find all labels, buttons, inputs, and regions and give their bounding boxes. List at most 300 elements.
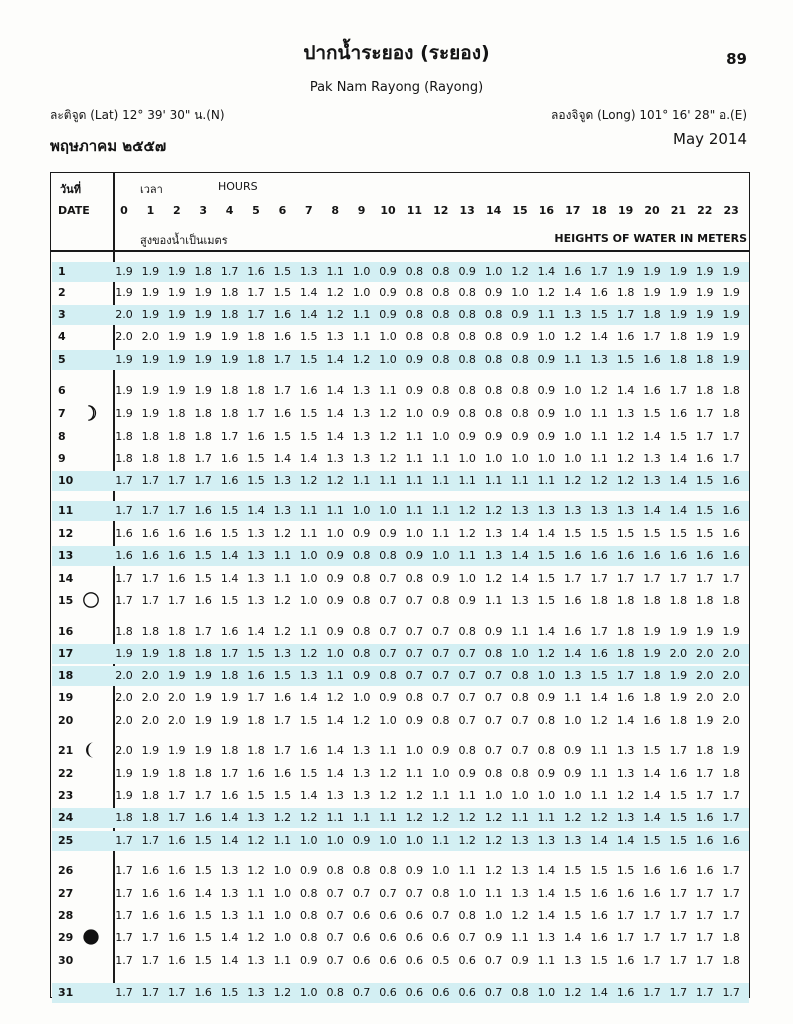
tide-height-cell: 1.3 <box>537 504 556 517</box>
tide-height-cell: 1.7 <box>696 909 714 922</box>
tide-height-cell: 0.8 <box>458 744 476 757</box>
tide-height-cell: 1.3 <box>511 834 529 847</box>
tide-height-cell: 1.0 <box>537 789 556 802</box>
tide-height-cell: 1.4 <box>590 986 608 999</box>
tide-height-cell: 2.0 <box>722 669 740 682</box>
tide-height-cell: 1.3 <box>643 474 661 487</box>
tide-height-cell: 1.0 <box>484 265 503 278</box>
tide-height-cell: 1.3 <box>511 887 529 900</box>
tide-height-cell: 1.7 <box>194 789 212 802</box>
tide-height-cell: 0.9 <box>379 286 397 299</box>
tide-height-cell: 1.6 <box>220 625 239 638</box>
tide-height-cell: 1.5 <box>194 834 212 847</box>
last-quarter-moon-icon <box>82 741 100 759</box>
tide-height-cell: 1.8 <box>643 308 661 321</box>
tide-height-cell: 1.7 <box>643 909 661 922</box>
tide-height-cell: 1.9 <box>168 308 186 321</box>
hour-header: 0 <box>120 204 128 217</box>
tide-height-cell: 0.6 <box>405 986 424 999</box>
tide-height-cell: 2.0 <box>141 691 160 704</box>
tide-height-cell: 1.2 <box>484 834 503 847</box>
tide-height-cell: 1.6 <box>722 549 740 562</box>
tide-height-cell: 0.8 <box>484 407 503 420</box>
tide-height-cell: 0.9 <box>511 330 529 343</box>
tide-height-cell: 0.9 <box>564 767 582 780</box>
tide-height-cell: 1.5 <box>273 430 292 443</box>
tide-height-cell: 1.9 <box>696 625 714 638</box>
tide-height-cell: 0.9 <box>537 407 556 420</box>
tide-height-cell: 1.0 <box>300 594 318 607</box>
tide-height-cell: 1.5 <box>220 594 239 607</box>
tide-height-cell: 1.7 <box>696 572 714 585</box>
tide-height-cell: 1.0 <box>564 789 582 802</box>
tide-height-cell: 1.1 <box>590 744 608 757</box>
tide-height-cell: 1.2 <box>537 286 556 299</box>
tide-height-cell: 0.7 <box>405 669 424 682</box>
tide-height-cell: 1.9 <box>669 308 688 321</box>
tide-height-cell: 0.5 <box>432 954 450 967</box>
tide-height-cell: 1.2 <box>300 474 318 487</box>
tide-height-cell: 1.1 <box>432 452 450 465</box>
tide-height-cell: 1.6 <box>273 691 292 704</box>
tide-height-cell: 1.9 <box>643 625 661 638</box>
tide-height-cell: 1.2 <box>590 811 608 824</box>
tide-height-cell: 0.8 <box>484 353 503 366</box>
tide-height-cell: 1.2 <box>405 811 424 824</box>
tide-height-cell: 1.2 <box>379 430 397 443</box>
tide-height-cell: 1.8 <box>722 407 740 420</box>
tide-height-cell: 1.7 <box>220 430 239 443</box>
tide-height-cell: 1.2 <box>458 527 476 540</box>
tide-height-cell: 1.4 <box>220 954 239 967</box>
tide-height-cell: 1.7 <box>722 811 740 824</box>
hour-header: 17 <box>565 204 581 217</box>
tide-height-cell: 1.0 <box>484 789 503 802</box>
tide-height-cell: 2.0 <box>696 691 714 704</box>
tide-height-cell: 1.8 <box>220 384 239 397</box>
tide-height-cell: 0.8 <box>511 986 529 999</box>
tide-height-cell: 1.0 <box>326 647 344 660</box>
tide-height-cell: 0.6 <box>405 954 424 967</box>
tide-height-cell: 1.9 <box>194 691 212 704</box>
tide-height-cell: 1.4 <box>511 549 529 562</box>
tide-height-cell: 1.9 <box>115 407 133 420</box>
row-date-label: 2 <box>58 286 66 299</box>
tide-height-cell: 1.1 <box>379 384 397 397</box>
tide-height-cell: 1.5 <box>537 594 556 607</box>
tide-height-cell: 1.5 <box>537 549 556 562</box>
tide-height-cell: 1.5 <box>564 864 582 877</box>
tide-height-cell: 1.4 <box>643 504 661 517</box>
tide-height-cell: 1.5 <box>616 864 635 877</box>
tide-height-cell: 1.6 <box>273 330 292 343</box>
tide-height-cell: 1.0 <box>484 909 503 922</box>
tide-height-cell: 0.8 <box>458 384 476 397</box>
tide-height-cell: 1.6 <box>643 549 661 562</box>
tide-height-cell: 0.7 <box>326 954 344 967</box>
tide-height-cell: 1.7 <box>273 714 292 727</box>
height-label-english: HEIGHTS OF WATER IN METERS <box>554 232 747 245</box>
tide-height-cell: 1.7 <box>168 986 186 999</box>
tide-height-cell: 1.4 <box>326 744 344 757</box>
tide-height-cell: 1.7 <box>115 954 133 967</box>
tide-height-cell: 1.7 <box>722 887 740 900</box>
tide-height-cell: 1.3 <box>352 407 371 420</box>
tide-height-cell: 0.8 <box>300 909 318 922</box>
tide-height-cell: 1.8 <box>247 384 265 397</box>
tide-height-cell: 1.2 <box>300 811 318 824</box>
tide-height-cell: 2.0 <box>722 714 740 727</box>
tide-height-cell: 1.4 <box>220 549 239 562</box>
tide-height-cell: 1.9 <box>722 353 740 366</box>
tide-height-cell: 1.9 <box>141 407 160 420</box>
first-quarter-moon-icon <box>82 404 100 422</box>
tide-height-cell: 1.6 <box>722 834 740 847</box>
tide-height-cell: 1.0 <box>405 527 424 540</box>
tide-height-cell: 1.1 <box>300 527 318 540</box>
tide-height-cell: 1.1 <box>405 474 424 487</box>
tide-height-cell: 0.6 <box>352 954 371 967</box>
tide-height-cell: 1.9 <box>168 265 186 278</box>
tide-height-cell: 1.2 <box>511 909 529 922</box>
tide-height-cell: 1.3 <box>564 308 582 321</box>
tide-height-cell: 0.8 <box>458 330 476 343</box>
tide-height-cell: 1.3 <box>564 954 582 967</box>
tide-height-cell: 1.7 <box>669 384 688 397</box>
tide-height-cell: 1.6 <box>141 527 160 540</box>
tide-height-cell: 1.7 <box>273 744 292 757</box>
tide-height-cell: 1.6 <box>194 986 212 999</box>
tide-height-cell: 1.5 <box>300 767 318 780</box>
tide-height-cell: 0.8 <box>458 909 476 922</box>
tide-height-cell: 1.5 <box>273 286 292 299</box>
hour-header: 4 <box>225 204 234 217</box>
tide-height-cell: 1.4 <box>300 286 318 299</box>
tide-height-cell: 1.7 <box>168 474 186 487</box>
tide-height-cell: 1.6 <box>696 811 714 824</box>
tide-height-cell: 1.2 <box>616 789 635 802</box>
tide-height-cell: 0.8 <box>511 691 529 704</box>
tide-height-cell: 1.6 <box>247 669 265 682</box>
tide-height-cell: 1.1 <box>326 811 344 824</box>
tide-height-cell: 1.9 <box>115 789 133 802</box>
tide-height-cell: 1.0 <box>273 887 292 900</box>
tide-height-cell: 1.9 <box>115 265 133 278</box>
tide-height-cell: 0.8 <box>405 330 424 343</box>
tide-height-cell: 1.6 <box>168 572 186 585</box>
tide-height-cell: 0.9 <box>537 384 556 397</box>
tide-height-cell: 1.6 <box>168 931 186 944</box>
tide-height-cell: 1.2 <box>273 811 292 824</box>
tide-height-cell: 0.9 <box>564 744 582 757</box>
tide-height-cell: 1.1 <box>405 430 424 443</box>
tide-height-cell: 0.6 <box>458 954 476 967</box>
tide-height-cell: 1.3 <box>247 527 265 540</box>
tide-height-cell: 1.9 <box>194 353 212 366</box>
hour-header: 10 <box>380 204 396 217</box>
row-date-label: 29 <box>58 931 74 944</box>
tide-height-cell: 1.9 <box>141 353 160 366</box>
tide-height-cell: 1.2 <box>590 384 608 397</box>
tide-height-cell: 1.6 <box>168 527 186 540</box>
tide-height-cell: 0.9 <box>405 549 424 562</box>
tide-height-cell: 2.0 <box>696 647 714 660</box>
tide-height-cell: 1.0 <box>300 834 318 847</box>
tide-height-cell: 1.9 <box>168 669 186 682</box>
tide-height-cell: 1.2 <box>379 452 397 465</box>
tide-height-cell: 1.1 <box>511 931 529 944</box>
tide-height-cell: 1.5 <box>273 669 292 682</box>
tide-height-cell: 1.1 <box>590 452 608 465</box>
tide-height-cell: 1.3 <box>352 744 371 757</box>
tide-height-cell: 1.1 <box>432 789 450 802</box>
tide-height-cell: 1.6 <box>168 909 186 922</box>
tide-height-cell: 1.0 <box>484 452 503 465</box>
tide-height-cell: 1.1 <box>590 767 608 780</box>
tide-height-cell: 1.7 <box>247 308 265 321</box>
tide-height-cell: 0.7 <box>484 714 503 727</box>
tide-height-cell: 1.2 <box>616 430 635 443</box>
tide-height-cell: 1.4 <box>326 384 344 397</box>
tide-height-cell: 0.6 <box>432 931 450 944</box>
tide-height-cell: 0.7 <box>379 647 397 660</box>
tide-height-cell: 1.7 <box>194 452 212 465</box>
tide-height-cell: 1.1 <box>273 834 292 847</box>
tide-height-cell: 1.3 <box>247 572 265 585</box>
tide-height-cell: 1.9 <box>722 744 740 757</box>
tide-height-cell: 1.9 <box>141 265 160 278</box>
tide-height-cell: 1.0 <box>352 265 371 278</box>
tide-height-cell: 1.2 <box>616 452 635 465</box>
tide-height-cell: 0.6 <box>405 931 424 944</box>
tide-height-cell: 1.3 <box>247 986 265 999</box>
tide-height-cell: 1.0 <box>458 572 476 585</box>
tide-height-cell: 1.3 <box>616 811 635 824</box>
tide-height-cell: 0.6 <box>405 909 424 922</box>
tide-height-cell: 1.2 <box>484 811 503 824</box>
tide-height-cell: 1.7 <box>722 452 740 465</box>
tide-height-cell: 0.8 <box>458 625 476 638</box>
tide-height-cell: 2.0 <box>168 691 186 704</box>
tide-height-cell: 1.7 <box>643 954 661 967</box>
tide-height-cell: 1.1 <box>326 669 344 682</box>
tide-height-cell: 0.8 <box>458 286 476 299</box>
tide-height-cell: 1.5 <box>300 714 318 727</box>
tide-height-cell: 1.9 <box>115 353 133 366</box>
tide-height-cell: 1.3 <box>511 594 529 607</box>
tide-height-cell: 1.7 <box>115 931 133 944</box>
tide-height-cell: 0.7 <box>326 931 344 944</box>
tide-height-cell: 0.8 <box>458 308 476 321</box>
tide-height-cell: 0.8 <box>300 931 318 944</box>
tide-height-cell: 1.4 <box>247 625 265 638</box>
tide-height-cell: 0.9 <box>511 954 529 967</box>
tide-height-cell: 1.1 <box>379 811 397 824</box>
tide-height-cell: 1.7 <box>141 594 160 607</box>
day-header-thai: วันที่ <box>60 183 81 196</box>
tide-height-cell: 0.7 <box>326 887 344 900</box>
tide-height-cell: 1.5 <box>564 887 582 900</box>
tide-height-cell: 1.3 <box>590 353 608 366</box>
tide-height-cell: 1.3 <box>273 647 292 660</box>
tide-height-cell: 1.8 <box>168 452 186 465</box>
tide-height-cell: 1.1 <box>352 474 371 487</box>
tide-height-cell: 1.1 <box>564 353 582 366</box>
tide-height-cell: 1.1 <box>511 811 529 824</box>
tide-height-cell: 1.2 <box>326 691 344 704</box>
row-date-label: 28 <box>58 909 74 922</box>
tide-height-cell: 1.1 <box>432 474 450 487</box>
tide-height-cell: 0.8 <box>484 308 503 321</box>
tide-height-cell: 1.2 <box>273 625 292 638</box>
tide-height-cell: 1.6 <box>616 691 635 704</box>
page-title: ปากน้ำระยอง (ระยอง) <box>303 42 490 64</box>
tide-height-cell: 1.7 <box>669 744 688 757</box>
row-date-label: 16 <box>58 625 74 638</box>
time-label-thai: เวลา <box>140 183 163 196</box>
tide-height-cell: 0.9 <box>484 931 503 944</box>
tide-height-cell: 1.6 <box>273 308 292 321</box>
tide-height-cell: 0.6 <box>379 931 397 944</box>
tide-height-cell: 1.4 <box>669 474 688 487</box>
tide-height-cell: 0.9 <box>352 669 371 682</box>
tide-height-cell: 0.8 <box>484 330 503 343</box>
hour-header: 14 <box>485 204 502 217</box>
tide-height-cell: 1.4 <box>220 811 239 824</box>
tide-height-cell: 1.9 <box>722 330 740 343</box>
tide-height-cell: 1.9 <box>669 669 688 682</box>
full-moon-moon-icon <box>82 591 100 609</box>
tide-height-cell: 0.7 <box>379 572 397 585</box>
tide-height-cell: 0.9 <box>405 384 424 397</box>
tide-height-cell: 1.0 <box>379 353 397 366</box>
tide-height-cell: 1.0 <box>511 286 529 299</box>
hour-header: 22 <box>697 204 713 217</box>
tide-height-cell: 1.7 <box>669 909 688 922</box>
row-date-label: 12 <box>58 527 74 540</box>
hour-header: 16 <box>538 204 555 217</box>
tide-height-cell: 0.8 <box>352 594 371 607</box>
tide-height-cell: 1.5 <box>194 549 212 562</box>
tide-height-cell: 1.7 <box>115 986 133 999</box>
tide-height-cell: 1.3 <box>247 954 265 967</box>
tide-height-cell: 1.7 <box>722 864 740 877</box>
tide-height-cell: 1.6 <box>300 384 318 397</box>
tide-height-cell: 1.1 <box>590 789 608 802</box>
row-date-label: 10 <box>58 474 74 487</box>
tide-height-cell: 1.4 <box>300 789 318 802</box>
tide-height-cell: 0.7 <box>484 669 503 682</box>
tide-height-cell: 0.6 <box>379 909 397 922</box>
tide-height-cell: 1.0 <box>300 986 318 999</box>
tide-height-cell: 1.6 <box>168 864 186 877</box>
tide-height-cell: 1.1 <box>458 474 476 487</box>
tide-height-cell: 0.8 <box>432 286 450 299</box>
tide-height-cell: 2.0 <box>115 330 133 343</box>
tide-height-cell: 1.8 <box>168 625 186 638</box>
tide-height-cell: 1.5 <box>220 504 239 517</box>
row-date-label: 24 <box>58 811 74 824</box>
tide-height-cell: 1.7 <box>669 986 688 999</box>
tide-height-cell: 1.0 <box>511 452 529 465</box>
tide-height-cell: 1.0 <box>537 669 556 682</box>
tide-height-cell: 0.7 <box>352 986 371 999</box>
tide-height-cell: 1.6 <box>722 474 740 487</box>
tide-height-cell: 1.9 <box>643 265 661 278</box>
tide-height-cell: 1.4 <box>326 353 344 366</box>
tide-height-cell: 1.1 <box>484 887 503 900</box>
tide-height-cell: 1.2 <box>379 767 397 780</box>
tide-height-cell: 1.2 <box>432 811 450 824</box>
tide-height-cell: 1.8 <box>141 789 160 802</box>
tide-height-cell: 1.9 <box>141 384 160 397</box>
tide-height-cell: 0.9 <box>379 265 397 278</box>
tide-height-cell: 0.9 <box>458 767 476 780</box>
tide-height-cell: 1.0 <box>326 834 344 847</box>
tide-height-cell: 1.1 <box>405 767 424 780</box>
tide-height-cell: 0.9 <box>405 714 424 727</box>
tide-height-cell: 1.9 <box>168 353 186 366</box>
tide-height-cell: 1.1 <box>432 504 450 517</box>
tide-height-cell: 1.8 <box>220 286 239 299</box>
tide-height-cell: 1.9 <box>194 669 212 682</box>
tide-height-cell: 1.6 <box>696 452 714 465</box>
tide-height-cell: 0.8 <box>511 353 529 366</box>
tide-height-cell: 1.8 <box>616 625 635 638</box>
tide-height-cell: 0.9 <box>484 625 503 638</box>
tide-height-cell: 1.7 <box>669 954 688 967</box>
tide-height-cell: 1.3 <box>247 811 265 824</box>
tide-height-cell: 1.5 <box>696 504 714 517</box>
tide-height-cell: 1.7 <box>168 594 186 607</box>
tide-height-cell: 1.5 <box>300 407 318 420</box>
tide-height-cell: 1.3 <box>537 834 556 847</box>
tide-height-cell: 1.4 <box>511 572 529 585</box>
tide-height-cell: 1.8 <box>643 594 661 607</box>
tide-height-cell: 1.6 <box>643 384 661 397</box>
tide-height-cell: 0.7 <box>405 887 424 900</box>
tide-height-cell: 0.8 <box>326 864 344 877</box>
tide-height-cell: 1.9 <box>220 353 239 366</box>
row-date-label: 23 <box>58 789 74 802</box>
tide-height-cell: 1.8 <box>616 286 635 299</box>
tide-height-cell: 1.4 <box>616 834 635 847</box>
tide-height-cell: 1.4 <box>616 714 635 727</box>
tide-height-cell: 1.7 <box>669 887 688 900</box>
tide-height-cell: 0.7 <box>379 887 397 900</box>
tide-height-cell: 2.0 <box>141 669 160 682</box>
tide-height-cell: 1.7 <box>696 954 714 967</box>
hour-header: 13 <box>459 204 475 217</box>
hour-header: 12 <box>433 204 449 217</box>
tide-height-cell: 1.9 <box>194 330 212 343</box>
hour-header: 8 <box>331 204 340 217</box>
tide-height-cell: 2.0 <box>115 744 133 757</box>
tide-height-cell: 1.4 <box>537 864 556 877</box>
tide-height-cell: 1.5 <box>247 452 265 465</box>
tide-height-cell: 1.0 <box>352 286 371 299</box>
tide-height-cell: 1.0 <box>458 887 476 900</box>
row-date-label: 22 <box>58 767 74 780</box>
tide-height-cell: 0.9 <box>300 954 318 967</box>
tide-height-cell: 0.9 <box>300 864 318 877</box>
tide-height-cell: 0.7 <box>511 714 529 727</box>
tide-height-cell: 0.9 <box>352 527 371 540</box>
tide-height-cell: 1.8 <box>696 594 714 607</box>
tide-height-cell: 1.7 <box>643 931 661 944</box>
tide-height-cell: 1.4 <box>669 504 688 517</box>
tide-height-cell: 1.4 <box>537 625 556 638</box>
